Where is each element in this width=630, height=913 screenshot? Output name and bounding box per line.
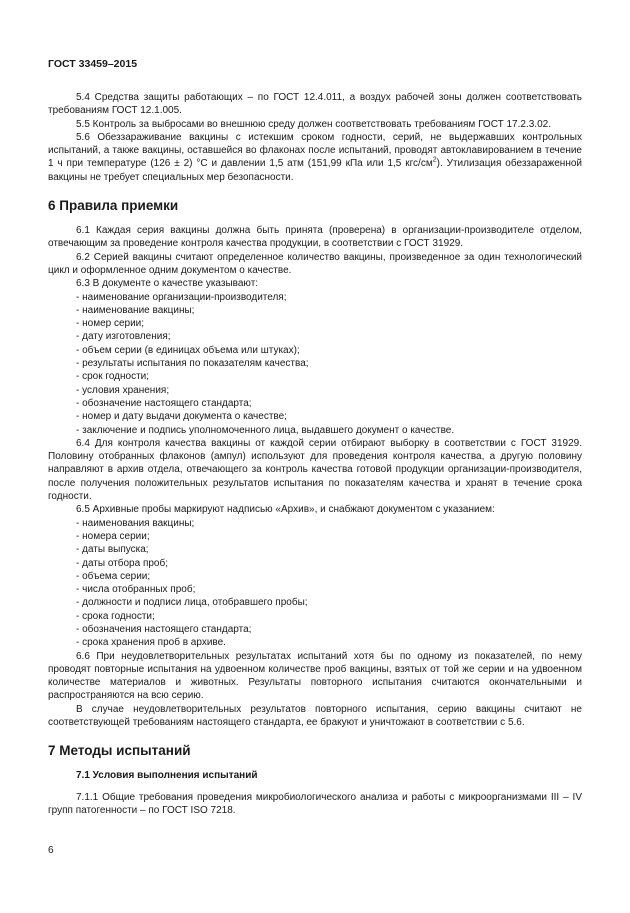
document-body bbox=[48, 91, 582, 817]
list-6-5 bbox=[48, 517, 582, 650]
paragraph-6-6-continued: В случае неудовлетворительных результатов повторного испытания, серию вакцины считают не соответствующей требованиям настоящего стандарта, ее бракуют и уничтожают в соответствии с 5.6. bbox=[48, 703, 582, 729]
paragraph-7-1-1: 7.1.1 Общие требования проведения микробиологического анализа и работы с микроорганизмами III – IV групп патогенности – по ГОСТ ISO 7218. bbox=[48, 791, 582, 816]
list-item: - заключение и подпись уполномоченного лица, выдавшего документ о качестве. bbox=[76, 424, 455, 436]
paragraph-5-4: 5.4 Средства защиты работающих – по ГОСТ 12.4.011, а воздух рабочей зоны должен соответствовать требованиям ГОСТ 12.1.005. bbox=[48, 92, 582, 117]
paragraph-5-5: 5.5 Контроль за выбросами во внешнюю среду должен соответствовать требованиям ГОСТ 17.2.3.02. bbox=[76, 118, 551, 130]
list-item: - срока хранения проб в архиве. bbox=[76, 637, 226, 649]
section-6-heading: 6 Правила приемки bbox=[48, 198, 179, 214]
section-7-heading: 7 Методы испытаний bbox=[48, 743, 191, 759]
paragraph-5-6 bbox=[48, 131, 582, 184]
list-item: - условия хранения; bbox=[76, 384, 170, 396]
list-item: - должности и подписи лица, отобравшего пробы; bbox=[76, 597, 308, 609]
list-item: - наименование вакцины; bbox=[76, 304, 195, 316]
list-item: - номер серии; bbox=[76, 318, 145, 330]
list-item: - объема серии; bbox=[76, 570, 151, 582]
list-item: - обозначение настоящего стандарта; bbox=[76, 397, 252, 409]
list-item: - обозначения настоящего стандарта; bbox=[76, 623, 252, 635]
paragraph-6-3: 6.3 В документе о качестве указывают: bbox=[76, 278, 259, 290]
page-number: 6 bbox=[48, 845, 54, 856]
paragraph-6-6: 6.6 При неудовлетворительных результатах испытаний хотя бы по одному из показателей, по нему проводят повторные испытания на удвоенном количестве проб вакцины, взятых от той же серии и на удвоенном количестве материалов и животных. Результаты повторного испытания считаются окончательными и распространяются на всю серию. bbox=[48, 650, 582, 702]
paragraph-6-5: 6.5 Архивные пробы маркируют надписью «Архив», и снабжают документом с указанием: bbox=[76, 504, 495, 516]
list-item: - срок годности; bbox=[76, 371, 150, 383]
list-item: - срока годности; bbox=[76, 610, 155, 622]
list-6-3 bbox=[48, 291, 582, 437]
list-item: - дату изготовления; bbox=[76, 331, 171, 343]
paragraph-5-6-text-b: ). Утилизация обеззараженной вакцины не требует специальных мер безопасности. bbox=[48, 158, 583, 183]
list-item: - результаты испытания по показателям качества; bbox=[76, 358, 309, 370]
list-item: - наименования вакцины; bbox=[76, 517, 195, 529]
subsection-7-1-heading: 7.1 Условия выполнения испытаний bbox=[76, 770, 258, 782]
list-item: - объем серии (в единицах объема или штуках); bbox=[76, 344, 300, 356]
document-header: ГОСТ 33459–2015 bbox=[48, 58, 138, 70]
list-item: - наименование организации-производителя; bbox=[76, 291, 287, 303]
superscript-2: 2 bbox=[432, 157, 437, 165]
list-item: - числа отобранных проб; bbox=[76, 584, 196, 596]
list-item: - даты отбора проб; bbox=[76, 557, 168, 569]
list-item: - номера серии; bbox=[76, 530, 150, 542]
paragraph-5-6-text-a: 5.6 Обеззараживание вакцины с истекшим сроком годности, серий, не выдержавших контрольных испытаний, а также вакцины, оставшейся во флаконах после испытаний, проводят автоклавированием в течение 1 ч при температуре (126 ± 2) °С и давлении 1,5 атм (151,99 кПа или 1,5 кгс/см bbox=[48, 131, 582, 170]
paragraph-6-2: 6.2 Серией вакцины считают определенное количество вакцины, произведенное за один технологический цикл и оформленное одним документом о качестве. bbox=[48, 251, 582, 276]
paragraph-6-1: 6.1 Каждая серия вакцины должна быть принята (проверена) в организации-производителе отделом, отвечающим за проведение контроля качества продукции, в соответствии с ГОСТ 31929. bbox=[48, 225, 582, 250]
paragraph-6-4: 6.4 Для контроля качества вакцины от каждой серии отбирают выборку в соответствии с ГОСТ 31929. Половину отобранных флаконов (ампул) используют для проведения контроля качества, а другую половину направляют в архив отдела, отвечающего за контроль качества готовой продукции организации-производителя, после получения положительных результатов испытания по показателям качества и хранят в течение срока годности. bbox=[48, 437, 582, 503]
list-item: - номер и дату выдачи документа о качестве; bbox=[76, 411, 287, 423]
list-item: - даты выпуска; bbox=[76, 544, 149, 556]
